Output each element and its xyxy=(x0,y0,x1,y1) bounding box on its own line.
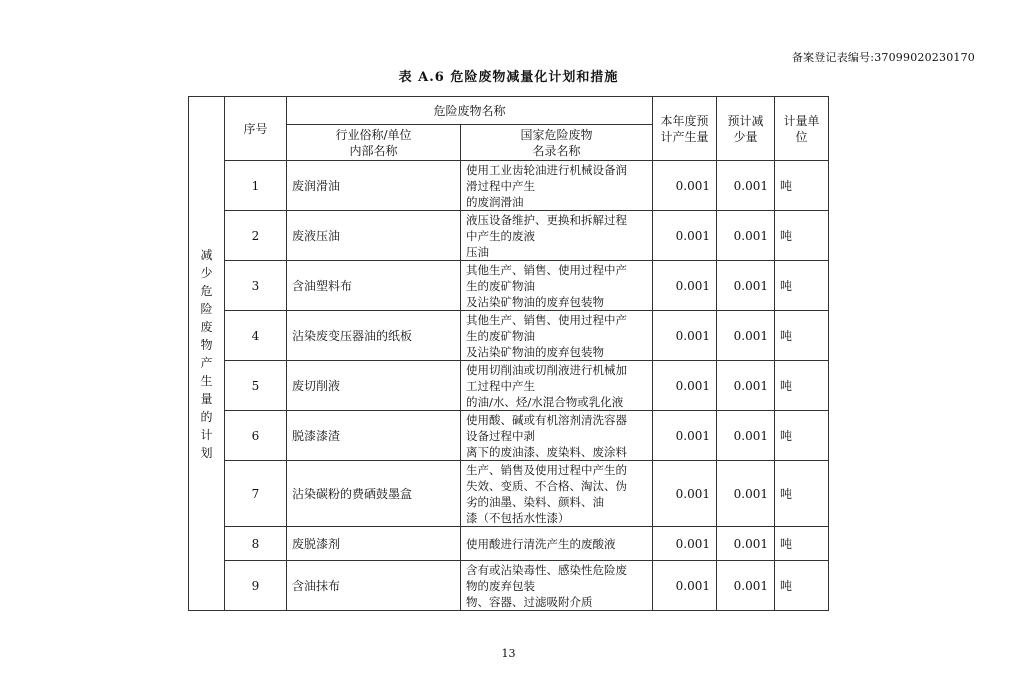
row-seq: 8 xyxy=(225,527,287,561)
row-national-name-line: 使用工业齿轮油进行机械设备润 xyxy=(466,162,627,177)
row-national-name xyxy=(461,261,653,311)
row-reduction: 0.001 xyxy=(717,561,775,611)
table-row xyxy=(189,311,829,361)
side-label-char: 危 xyxy=(200,283,213,298)
header-national-line2: 名录名称 xyxy=(532,143,581,158)
side-label-char: 计 xyxy=(200,427,213,442)
side-label-char: 物 xyxy=(200,337,213,352)
side-label-char: 险 xyxy=(200,301,213,316)
header-unit-line2: 位 xyxy=(795,129,808,144)
row-unit: 吨 xyxy=(775,311,829,361)
row-planned: 0.001 xyxy=(653,211,717,261)
header-industry-line2: 内部名称 xyxy=(349,143,398,158)
row-planned: 0.001 xyxy=(653,411,717,461)
row-national-name-line: 劣的油墨、染料、颜料、油 xyxy=(466,494,604,509)
side-label-char: 少 xyxy=(200,265,213,280)
row-industry-name: 废液压油 xyxy=(287,211,461,261)
header-industry-name xyxy=(287,125,461,161)
row-national-name xyxy=(461,411,653,461)
page-number: 13 xyxy=(501,647,516,660)
row-national-name-line: 生产、销售及使用过程中产生的 xyxy=(466,462,627,477)
row-national-name xyxy=(461,461,653,527)
row-seq: 7 xyxy=(225,461,287,527)
row-seq: 3 xyxy=(225,261,287,311)
row-planned: 0.001 xyxy=(653,261,717,311)
row-reduction: 0.001 xyxy=(717,411,775,461)
row-national-name-line: 设备过程中剥 xyxy=(466,428,535,443)
row-planned: 0.001 xyxy=(653,311,717,361)
row-seq: 1 xyxy=(225,161,287,211)
row-national-name-line: 的油/水、烃/水混合物或乳化液 xyxy=(466,394,624,409)
row-reduction: 0.001 xyxy=(717,311,775,361)
row-planned: 0.001 xyxy=(653,461,717,527)
header-reduction xyxy=(717,97,775,161)
row-national-name xyxy=(461,161,653,211)
side-label-char: 减 xyxy=(200,247,213,262)
row-national-name-line: 及沾染矿物油的废弃包装物 xyxy=(466,344,604,359)
row-seq: 5 xyxy=(225,361,287,411)
side-label-char: 的 xyxy=(200,409,213,424)
row-planned: 0.001 xyxy=(653,161,717,211)
table-row xyxy=(189,211,829,261)
row-national-name-line: 压油 xyxy=(466,244,489,259)
row-industry-name: 废润滑油 xyxy=(287,161,461,211)
row-industry-name: 含油塑料布 xyxy=(287,261,461,311)
row-unit: 吨 xyxy=(775,411,829,461)
row-industry-name: 沾染废变压器油的纸板 xyxy=(287,311,461,361)
table-row xyxy=(189,361,829,411)
side-label-char: 量 xyxy=(200,391,213,406)
row-reduction: 0.001 xyxy=(717,527,775,561)
row-national-name xyxy=(461,527,653,561)
row-unit: 吨 xyxy=(775,361,829,411)
waste-reduction-table xyxy=(188,96,829,611)
row-national-name-line: 使用切削油或切削液进行机械加 xyxy=(466,362,627,377)
row-national-name-line: 漆（不包括水性漆） xyxy=(466,510,570,525)
row-national-name-line: 含有或沾染毒性、感染性危险废 xyxy=(466,562,627,577)
row-unit: 吨 xyxy=(775,261,829,311)
side-label xyxy=(189,97,225,611)
registration-number: 备案登记表编号:37099020230170 xyxy=(791,51,975,64)
row-unit: 吨 xyxy=(775,461,829,527)
row-reduction: 0.001 xyxy=(717,161,775,211)
row-industry-name: 废切削液 xyxy=(287,361,461,411)
row-industry-name: 含油抹布 xyxy=(287,561,461,611)
row-planned: 0.001 xyxy=(653,527,717,561)
side-label-char: 废 xyxy=(200,319,213,334)
table-row xyxy=(189,527,829,561)
row-national-name xyxy=(461,361,653,411)
table-row xyxy=(189,461,829,527)
table-row xyxy=(189,161,829,211)
row-unit: 吨 xyxy=(775,211,829,261)
header-planned-line1: 本年度预 xyxy=(660,113,709,128)
header-unit xyxy=(775,97,829,161)
row-national-name-line: 使用酸、碱或有机溶剂清洗容器 xyxy=(466,412,627,427)
row-national-name-line: 工过程中产生 xyxy=(466,378,535,393)
header-planned xyxy=(653,97,717,161)
row-national-name-line: 的废润滑油 xyxy=(466,194,524,209)
row-national-name-line: 其他生产、销售、使用过程中产 xyxy=(466,312,627,327)
header-waste-name: 危险废物名称 xyxy=(287,97,653,125)
side-label-char: 产 xyxy=(200,355,213,370)
header-reduction-line2: 少量 xyxy=(733,129,758,144)
header-seq: 序号 xyxy=(225,97,287,161)
row-unit: 吨 xyxy=(775,161,829,211)
row-national-name xyxy=(461,311,653,361)
row-unit: 吨 xyxy=(775,527,829,561)
row-reduction: 0.001 xyxy=(717,211,775,261)
row-reduction: 0.001 xyxy=(717,261,775,311)
row-seq: 4 xyxy=(225,311,287,361)
header-national-line1: 国家危险废物 xyxy=(520,127,593,142)
row-seq: 6 xyxy=(225,411,287,461)
row-seq: 9 xyxy=(225,561,287,611)
table-title: 表 A.6 危险废物减量化计划和措施 xyxy=(398,70,619,85)
row-national-name-line: 物的废弃包装 xyxy=(466,578,535,593)
row-seq: 2 xyxy=(225,211,287,261)
row-national-name-line: 离下的废油漆、废染料、废涂料 xyxy=(466,444,627,459)
row-industry-name: 废脱漆剂 xyxy=(287,527,461,561)
header-national-name xyxy=(461,125,653,161)
side-label-char: 生 xyxy=(200,373,213,388)
header-industry-line1: 行业俗称/单位 xyxy=(335,127,412,142)
row-reduction: 0.001 xyxy=(717,361,775,411)
row-national-name-line: 物、容器、过滤吸附介质 xyxy=(466,594,593,609)
row-planned: 0.001 xyxy=(653,561,717,611)
row-national-name-line: 滑过程中产生 xyxy=(466,178,535,193)
row-planned: 0.001 xyxy=(653,361,717,411)
table-row xyxy=(189,261,829,311)
row-national-name-line: 液压设备维护、更换和拆解过程 xyxy=(466,212,627,227)
header-planned-line2: 计产生量 xyxy=(660,129,709,144)
row-unit: 吨 xyxy=(775,561,829,611)
row-national-name-line: 生的废矿物油 xyxy=(466,278,535,293)
table-row xyxy=(189,561,829,611)
header-unit-line1: 计量单 xyxy=(783,113,820,128)
row-national-name-line: 生的废矿物油 xyxy=(466,328,535,343)
side-label-char: 划 xyxy=(200,445,213,460)
row-industry-name: 脱漆漆渣 xyxy=(287,411,461,461)
row-industry-name: 沾染碳粉的费硒鼓墨盒 xyxy=(287,461,461,527)
row-reduction: 0.001 xyxy=(717,461,775,527)
row-national-name-line: 失效、变质、不合格、淘汰、伪 xyxy=(466,478,627,493)
row-national-name-line: 使用酸进行清洗产生的废酸液 xyxy=(466,536,616,551)
row-national-name xyxy=(461,561,653,611)
header-reduction-line1: 预计减 xyxy=(727,113,764,128)
row-national-name-line: 及沾染矿物油的废弃包装物 xyxy=(466,294,604,309)
table-row xyxy=(189,411,829,461)
row-national-name xyxy=(461,211,653,261)
row-national-name-line: 中产生的废液 xyxy=(466,228,535,243)
row-national-name-line: 其他生产、销售、使用过程中产 xyxy=(466,262,627,277)
